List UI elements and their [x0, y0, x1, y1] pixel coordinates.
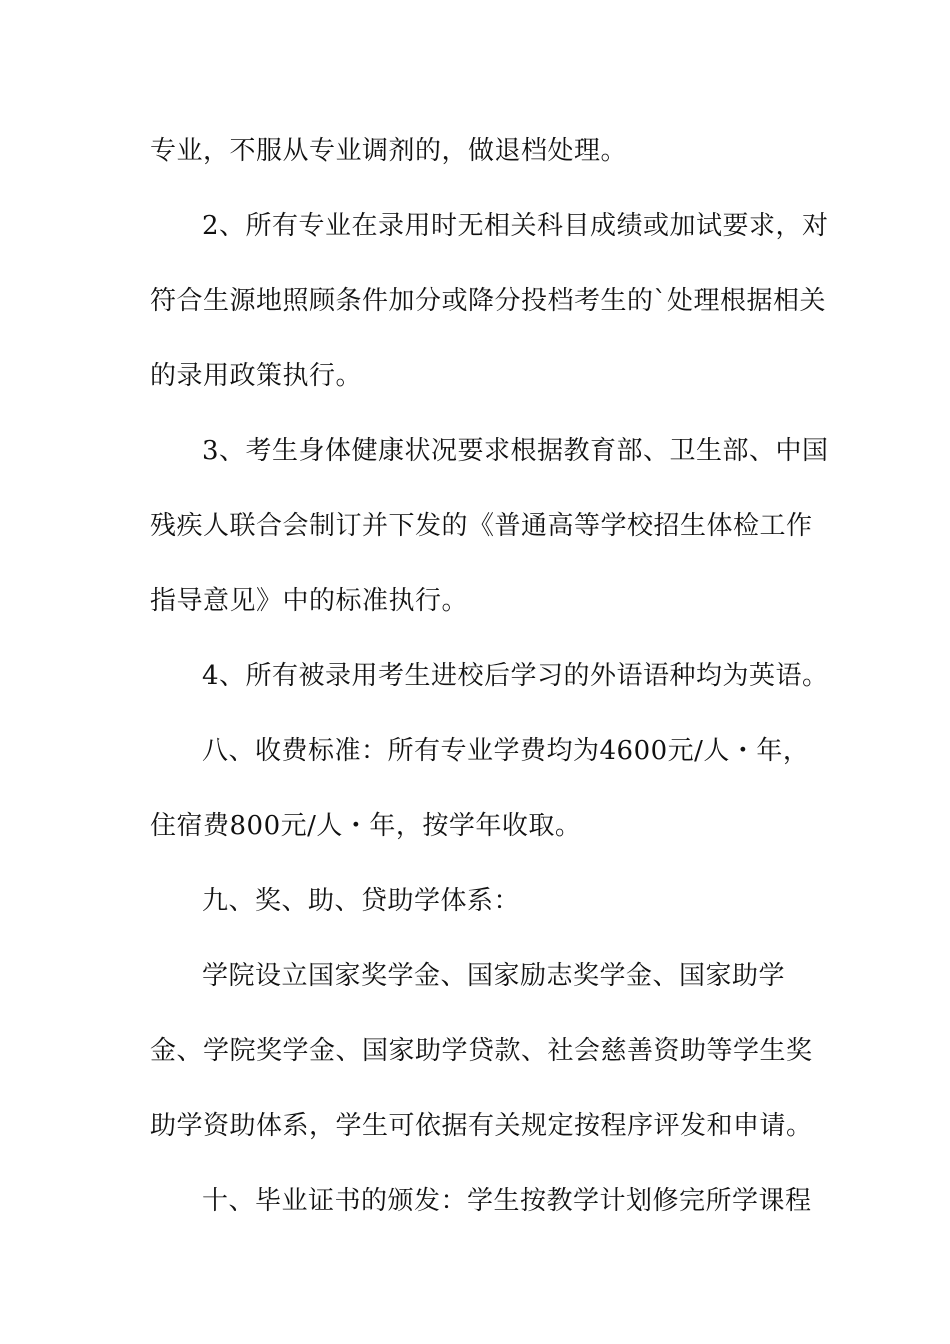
text-line: 住宿费800元/人・年，按学年收取。 [150, 811, 582, 841]
text-line: 专业，不服从专业调剂的，做退档处理。 [150, 136, 628, 166]
text-line: 残疾人联合会制订并下发的《普通高等学校招生体检工作 [150, 511, 813, 541]
text-line: 的录用政策执行。 [150, 361, 363, 391]
text-line: 学院设立国家奖学金、国家励志奖学金、国家助学 [202, 961, 786, 991]
text-line: 4、所有被录用考生进校后学习的外语语种均为英语。 [202, 661, 829, 691]
text-line: 2、所有专业在录用时无相关科目成绩或加试要求，对 [202, 211, 829, 241]
text-line: 金、学院奖学金、国家助学贷款、社会慈善资助等学生奖 [150, 1036, 813, 1066]
text-line: 助学资助体系，学生可依据有关规定按程序评发和申请。 [150, 1111, 813, 1141]
text-line: 八、收费标准：所有专业学费均为4600元/人・年， [202, 736, 810, 766]
text-line: 九、奖、助、贷助学体系： [202, 886, 521, 916]
text-line: 指导意见》中的标准执行。 [150, 586, 469, 616]
text-line: 符合生源地照顾条件加分或降分投档考生的`处理根据相关 [150, 286, 827, 316]
text-line: 3、考生身体健康状况要求根据教育部、卫生部、中国 [202, 436, 829, 466]
text-line: 十、毕业证书的颁发：学生按教学计划修完所学课程 [202, 1186, 812, 1216]
